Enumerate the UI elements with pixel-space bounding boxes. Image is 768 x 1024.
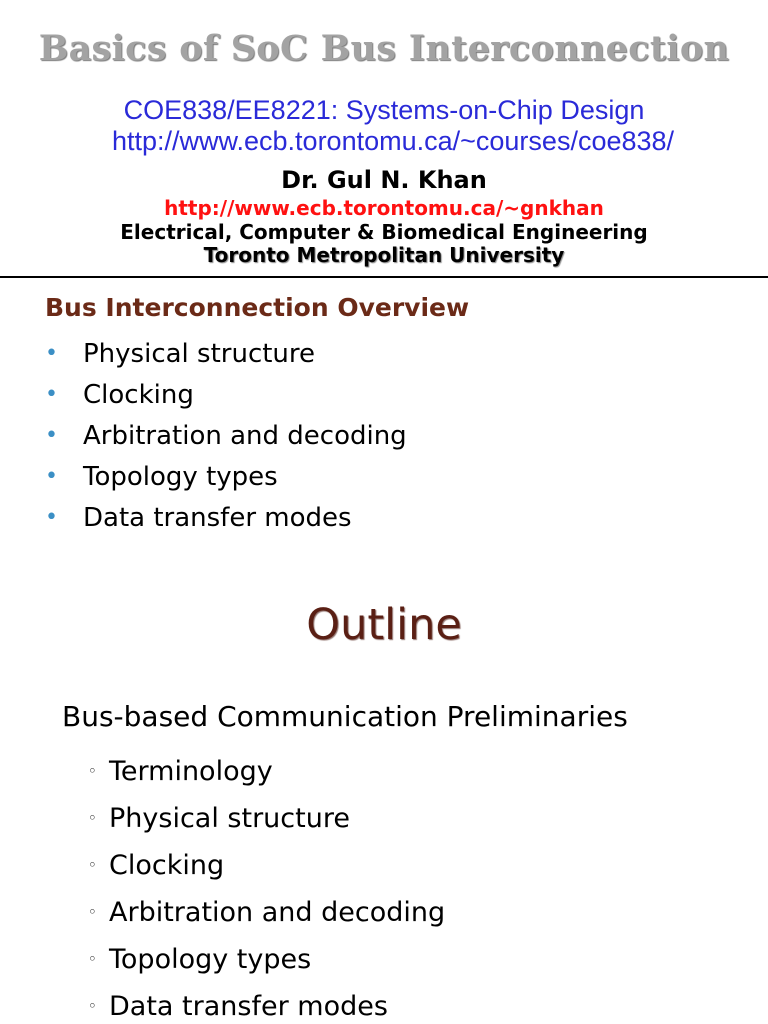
list-item (45, 497, 407, 538)
list-item (88, 983, 445, 1024)
list-item (45, 456, 407, 497)
circle-bullet-icon: ◦ (88, 856, 97, 874)
overview-heading: Bus Interconnection Overview (45, 293, 470, 322)
list-item-label: Topology types (83, 461, 278, 492)
university-name: Toronto Metropolitan University (203, 243, 565, 267)
circle-bullet-icon: ◦ (88, 809, 97, 827)
list-item-label: Arbitration and decoding (83, 420, 407, 451)
list-item-label: Physical structure (83, 338, 316, 369)
list-item-label: Data transfer modes (83, 502, 352, 533)
bullet-icon: • (45, 340, 58, 366)
list-item-label: Topology types (109, 944, 312, 975)
department-name: Electrical, Computer & Biomedical Engineering (120, 220, 648, 244)
author-url-link[interactable]: http://www.ecb.torontomu.ca/~gnkhan (164, 196, 604, 220)
author-name: Dr. Gul N. Khan (281, 166, 487, 194)
list-item-label: Data transfer modes (109, 991, 388, 1022)
list-item (88, 842, 445, 889)
list-item (88, 748, 445, 795)
course-url-link[interactable]: http://www.ecb.torontomu.ca/~courses/coe838/ (111, 126, 675, 156)
bullet-icon: • (45, 381, 58, 407)
circle-bullet-icon: ◦ (88, 950, 97, 968)
list-item (88, 795, 445, 842)
list-item (88, 889, 445, 936)
bullet-icon: • (45, 422, 58, 448)
overview-list (45, 333, 407, 538)
bullet-icon: • (45, 463, 58, 489)
outline-title: Outline (306, 600, 462, 650)
slide-divider (0, 276, 768, 278)
course-name: COE838/EE8221: Systems-on-Chip Design (123, 95, 645, 125)
circle-bullet-icon: ◦ (88, 997, 97, 1015)
slide-title: Basics of SoC Bus Interconnection (38, 28, 730, 69)
list-item-label: Terminology (109, 756, 273, 787)
list-item (45, 333, 407, 374)
outline-list (88, 748, 445, 1024)
outline-subtitle: Bus-based Communication Preliminaries (62, 700, 628, 733)
list-item-label: Physical structure (109, 803, 350, 834)
list-item (45, 374, 407, 415)
circle-bullet-icon: ◦ (88, 903, 97, 921)
list-item-label: Clocking (83, 379, 194, 410)
list-item-label: Clocking (109, 850, 225, 881)
circle-bullet-icon: ◦ (88, 762, 97, 780)
list-item-label: Arbitration and decoding (109, 897, 446, 928)
bullet-icon: • (45, 504, 58, 530)
list-item (45, 415, 407, 456)
list-item (88, 936, 445, 983)
